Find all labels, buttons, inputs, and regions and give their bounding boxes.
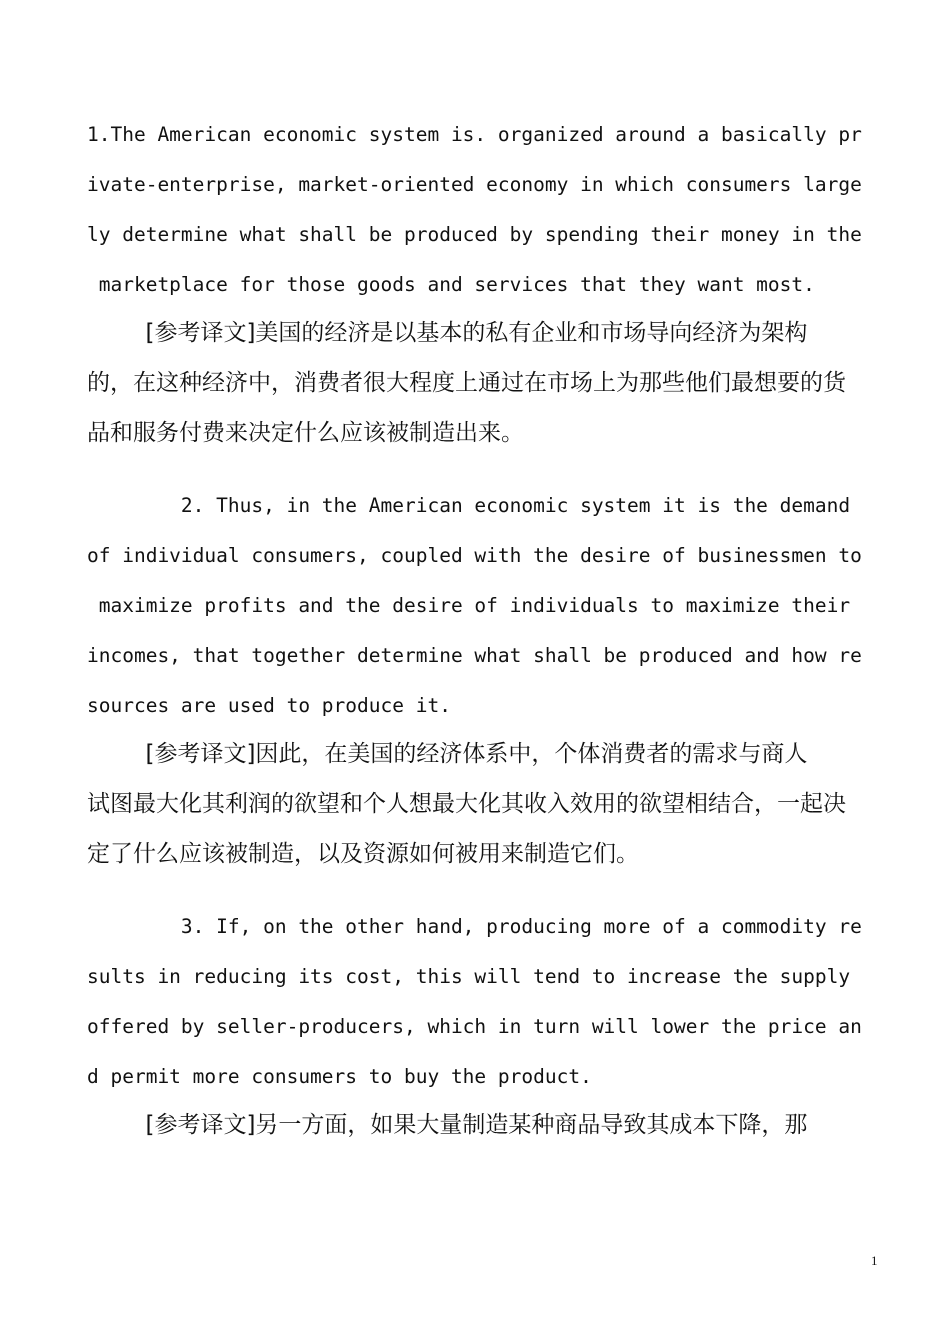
paragraph-2-english-line-3: maximize profits and the desire of individuals to maximize their	[87, 594, 851, 617]
paragraph-1-translation-line-2: 的，在这种经济中，消费者很大程度上通过在市场上为那些他们最想要的货	[87, 370, 846, 396]
paragraph-3-english-line-2: sults in reducing its cost, this will tend to increase the supply	[87, 965, 851, 988]
paragraph-3-translation-line-1: [参考译文]另一方面，如果大量制造某种商品导致其成本下降，那	[87, 1112, 808, 1138]
paragraph-3-english-line-1: 3. If, on the other hand, producing more of a commodity re	[87, 915, 862, 938]
page-number: 1	[871, 1253, 878, 1268]
paragraph-1-english-line-1: 1.The American economic system is. organized around a basically pr	[87, 123, 862, 146]
paragraph-2-translation-line-1: [参考译文]因此，在美国的经济体系中，个体消费者的需求与商人	[87, 741, 808, 767]
paragraph-2-english-line-2: of individual consumers, coupled with the desire of businessmen to	[87, 544, 862, 567]
paragraph-1-english-line-2: ivate-enterprise, market-oriented economy in which consumers large	[87, 173, 862, 196]
paragraph-2-english-line-5: sources are used to produce it.	[87, 694, 451, 717]
paragraph-2-translation-line-3: 定了什么应该被制造，以及资源如何被用来制造它们。	[87, 841, 639, 867]
paragraph-1-english-line-4: marketplace for those goods and services that they want most.	[87, 273, 815, 296]
paragraph-3-english-line-3: offered by seller-producers, which in turn will lower the price an	[87, 1015, 862, 1038]
paragraph-1-english-line-3: ly determine what shall be produced by spending their money in the	[87, 223, 862, 246]
paragraph-2-english-line-1: 2. Thus, in the American economic system it is the demand	[87, 494, 851, 517]
paragraph-1-translation-line-1: [参考译文]美国的经济是以基本的私有企业和市场导向经济为架构	[87, 320, 808, 346]
paragraph-1-translation-line-3: 品和服务付费来决定什么应该被制造出来。	[87, 420, 524, 446]
paragraph-2-translation-line-2: 试图最大化其利润的欲望和个人想最大化其收入效用的欲望相结合，一起决	[87, 791, 846, 817]
paragraph-2-english-line-4: incomes, that together determine what shall be produced and how re	[87, 644, 862, 667]
paragraph-3-english-line-4: d permit more consumers to buy the product.	[87, 1065, 592, 1088]
